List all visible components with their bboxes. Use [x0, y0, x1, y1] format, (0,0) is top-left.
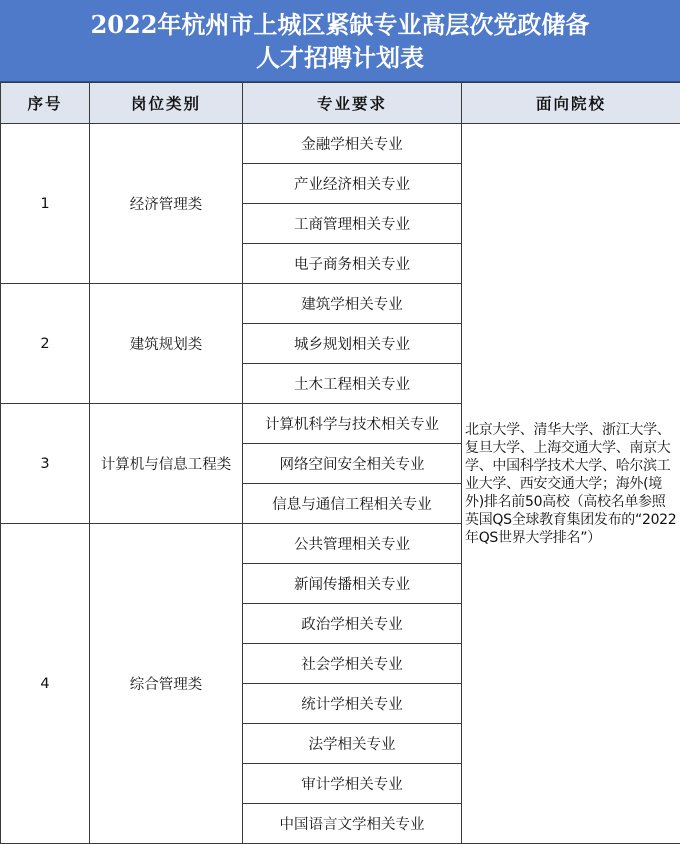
major-cell: 法学相关专业 — [243, 724, 462, 764]
major-cell: 金融学相关专业 — [243, 124, 462, 164]
category-cell: 计算机与信息工程类 — [90, 404, 243, 524]
major-cell: 中国语言文学相关专业 — [243, 804, 462, 844]
title-banner — [0, 0, 680, 82]
major-cell: 建筑学相关专业 — [243, 284, 462, 324]
major-cell: 新闻传播相关专业 — [243, 564, 462, 604]
major-cell: 工商管理相关专业 — [243, 204, 462, 244]
category-cell: 建筑规划类 — [90, 284, 243, 404]
major-cell: 网络空间安全相关专业 — [243, 444, 462, 484]
header-schools: 面向院校 — [462, 83, 680, 124]
header-category: 岗位类别 — [90, 83, 243, 124]
seq-cell: 1 — [1, 124, 90, 284]
seq-cell: 3 — [1, 404, 90, 524]
table-row — [1, 124, 680, 164]
category-cell: 综合管理类 — [90, 524, 243, 844]
header-seq: 序号 — [1, 83, 90, 124]
recruitment-table — [0, 82, 680, 844]
major-cell: 公共管理相关专业 — [243, 524, 462, 564]
major-cell: 统计学相关专业 — [243, 684, 462, 724]
major-cell: 产业经济相关专业 — [243, 164, 462, 204]
major-cell: 土木工程相关专业 — [243, 364, 462, 404]
table-header-row — [1, 83, 680, 124]
major-cell: 计算机科学与技术相关专业 — [243, 404, 462, 444]
major-cell: 社会学相关专业 — [243, 644, 462, 684]
seq-cell: 4 — [1, 524, 90, 844]
major-cell: 信息与通信工程相关专业 — [243, 484, 462, 524]
major-cell: 审计学相关专业 — [243, 764, 462, 804]
table-body — [1, 124, 680, 844]
category-cell: 经济管理类 — [90, 124, 243, 284]
major-cell: 城乡规划相关专业 — [243, 324, 462, 364]
header-major: 专业要求 — [243, 83, 462, 124]
schools-cell: 北京大学、清华大学、浙江大学、复旦大学、上海交通大学、南京大学、中国科学技术大学、哈尔滨工业大学、西安交通大学；海外(境外)排名前50高校（高校名单参照英国QS全球教育集团发布的“2022年QS世界大学排名”） — [462, 124, 680, 844]
title-line-1: 2022年杭州市上城区紧缺专业高层次党政储备 — [0, 8, 680, 41]
major-cell: 电子商务相关专业 — [243, 244, 462, 284]
seq-cell: 2 — [1, 284, 90, 404]
title-line-2: 人才招聘计划表 — [0, 41, 680, 74]
major-cell: 政治学相关专业 — [243, 604, 462, 644]
